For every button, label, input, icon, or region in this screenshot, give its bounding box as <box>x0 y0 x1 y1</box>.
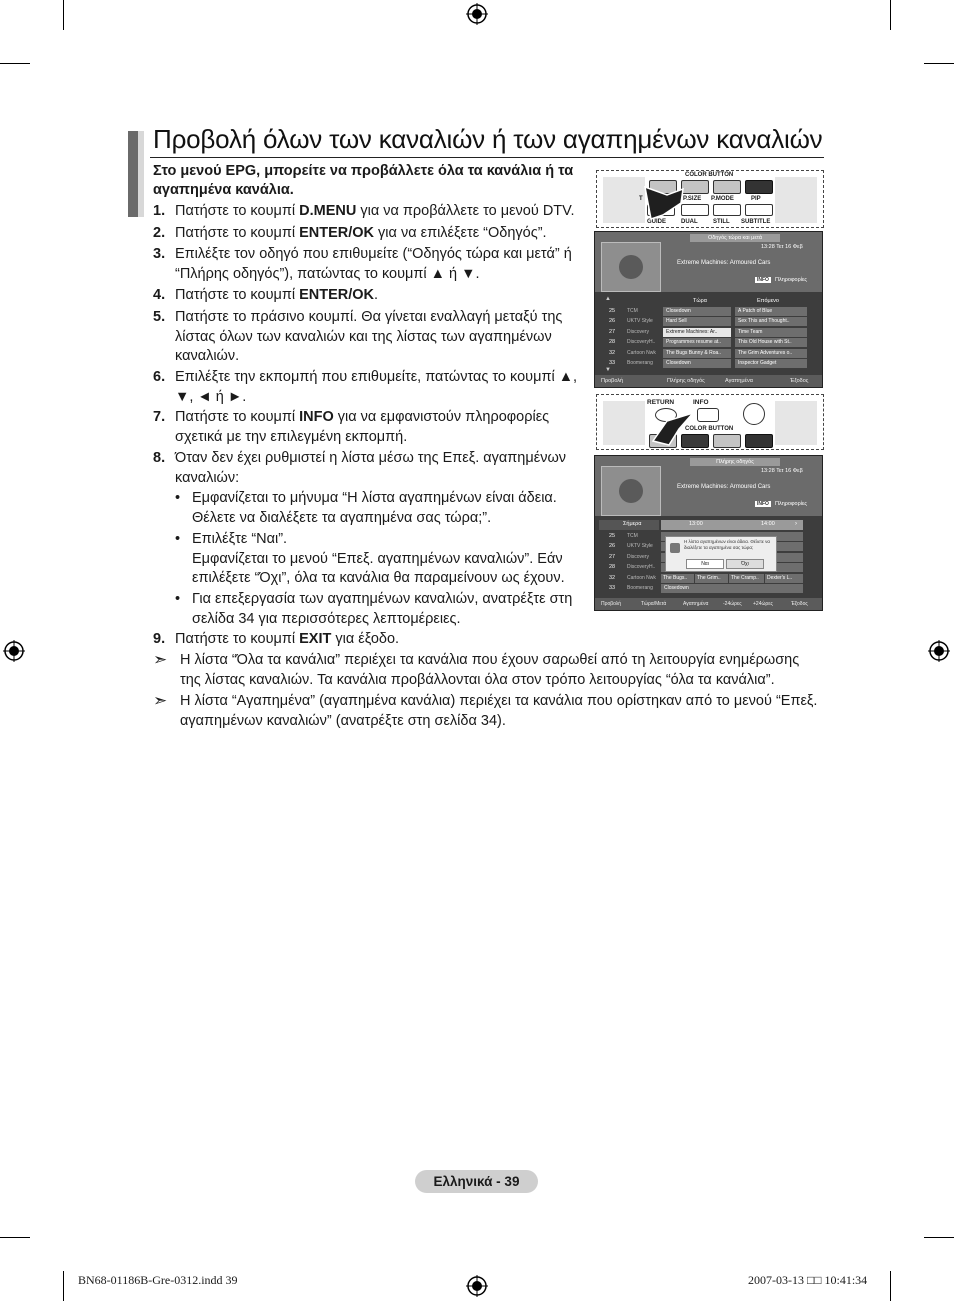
crop-mark <box>63 0 64 30</box>
table-row <box>599 317 809 327</box>
tv-footer: Προβολή Τώρα/Μετά Αγαπημένα -24ώρες +24ώρες Έξοδος <box>595 598 822 610</box>
program-cell: The Bugs.. <box>661 574 694 583</box>
scroll-down-icon: ▼ <box>605 367 611 373</box>
table-row <box>599 307 809 317</box>
yes-button[interactable]: Ναι <box>686 559 724 569</box>
channel-name: Cartoon Nwk <box>627 574 656 581</box>
program-cell: Dexter's L.. <box>765 574 803 583</box>
registration-mark-icon <box>928 640 950 662</box>
channel-name: TCM <box>627 308 638 314</box>
channel-name: DiscoveryH.. <box>627 564 656 571</box>
table-row <box>599 359 809 369</box>
favourites-dialog: Η λίστα αγαπημένων είναι άδεια. Θέλετε να διαλέξετε τα αγαπημένα σας τώρα; Ναι Όχι <box>665 536 777 572</box>
blue-button <box>745 180 773 194</box>
channel-name: UKTV Style <box>627 543 653 550</box>
channel-number: 32 <box>609 349 616 356</box>
crop-mark <box>924 63 954 64</box>
page-title: Προβολή όλων των καναλιών ή των αγαπημένων καναλιών <box>153 124 823 154</box>
title-divider <box>150 157 824 158</box>
print-timestamp: 2007-03-13 □□ 10:41:34 <box>748 1273 868 1287</box>
channel-number: 27 <box>609 553 616 560</box>
next-program: Time Team <box>735 328 807 337</box>
registration-mark-icon <box>3 640 25 662</box>
crop-mark <box>0 63 30 64</box>
channel-name: TCM <box>627 533 638 539</box>
anynet-button <box>743 403 765 425</box>
registration-mark-icon <box>466 3 488 25</box>
channel-name: Discovery <box>627 328 649 335</box>
warning-icon <box>670 543 680 553</box>
no-button[interactable]: Όχι <box>726 559 764 569</box>
arrow-icon: ➣ <box>153 691 168 710</box>
now-program: Extreme Machines: Ar.. <box>663 328 731 337</box>
now-program: Closedown <box>663 359 731 368</box>
channel-name: Cartoon Nwk <box>627 349 656 356</box>
channel-number: 26 <box>609 318 616 325</box>
next-program: Inspector Gadget <box>735 359 807 368</box>
table-row <box>599 574 809 584</box>
registration-mark-icon <box>466 1275 488 1297</box>
table-row <box>599 584 809 594</box>
channel-number: 33 <box>609 360 616 366</box>
channel-number: 26 <box>609 543 616 550</box>
now-program: The Bugs Bunny & Roa.. <box>663 349 731 358</box>
crop-mark <box>924 1237 954 1238</box>
crop-mark <box>890 0 891 30</box>
channel-number: 27 <box>609 328 616 335</box>
page-number-badge: Ελληνικά - 39 <box>415 1170 538 1193</box>
remote-illustration: RETURN INFO COLOR BUTTON <box>596 394 824 450</box>
blue-button <box>745 434 773 448</box>
channel-number: 25 <box>609 308 616 314</box>
tv-footer: Προβολή Πλήρης οδηγός Αγαπημένα Έξοδος <box>595 375 822 387</box>
channel-name: Discovery <box>627 553 649 560</box>
channel-number: 32 <box>609 574 616 581</box>
pointing-hand-icon <box>641 181 689 221</box>
next-program: A Patch of Blue <box>735 307 807 316</box>
intro-text: Στο μενού EPG, μπορείτε να προβάλλετε όλα τα κανάλια ή τα αγαπημένα κανάλια. <box>153 163 574 198</box>
print-slug: BN68-01186B-Gre-0312.indd 39 <box>78 1273 238 1287</box>
channel-number: 28 <box>609 564 616 571</box>
table-row <box>599 328 809 338</box>
now-program: Programmes resume at.. <box>663 338 731 347</box>
crop-mark <box>0 1237 30 1238</box>
program-cell: The Cramp.. <box>729 574 764 583</box>
table-row <box>599 338 809 348</box>
title-accent-bar <box>138 131 144 217</box>
yellow-button <box>713 180 741 194</box>
channel-number: 25 <box>609 533 616 539</box>
arrow-icon: ➣ <box>153 650 168 669</box>
info-button <box>697 408 719 422</box>
program-cell: Closedown <box>661 584 803 593</box>
tv-screen-now-next: Οδηγός τώρα και μετά 13:28 Τετ 16 Φεβ Extreme Machines: Armoured Cars INFO Πληροφορίες Τώρα Επόμενο ▲ 25 TCM Closedown A Patch of Blue 26 UKTV Style Hard Sell Sex This and Thought.. 27 Discovery Extreme Machines: Ar.. Time Team 28 DiscoveryH.. Programmes resume at.. This Old House with St.. 32 Cartoon Nwk The Bugs Bunny & Roa.. The Grim Adventures o.. 33 Boomerang Closedown Inspector Gadget ▼ Προβολή Πλήρης οδηγός Αγαπημένα Έξοδος <box>594 231 823 388</box>
channel-name: Boomerang <box>627 360 653 366</box>
scroll-up-icon: ▲ <box>605 296 611 302</box>
crop-mark <box>63 1271 64 1301</box>
next-program: Sex This and Thought.. <box>735 317 807 326</box>
now-program: Hard Sell <box>663 317 731 326</box>
table-row <box>599 349 809 359</box>
scroll-right-icon: › <box>795 521 797 527</box>
next-program: This Old House with St.. <box>735 338 807 347</box>
preview-thumbnail <box>601 466 661 516</box>
channel-name: Boomerang <box>627 585 653 591</box>
channel-name: UKTV Style <box>627 318 653 325</box>
remote-illustration: COLOR BUTTON T P.SIZE P.MODE PIP GUIDE DUAL STILL SUBTITLE <box>596 170 824 228</box>
pointing-hand-icon <box>649 407 699 447</box>
channel-number: 33 <box>609 585 616 591</box>
preview-thumbnail <box>601 242 661 292</box>
yellow-button <box>713 434 741 448</box>
channel-number: 28 <box>609 339 616 346</box>
program-cell: The Grim.. <box>695 574 728 583</box>
now-program: Closedown <box>663 307 731 316</box>
next-program: The Grim Adventures o.. <box>735 349 807 358</box>
channel-name: DiscoveryH.. <box>627 339 656 346</box>
crop-mark <box>890 1271 891 1301</box>
tv-screen-full-guide: Πλήρης οδηγός 13:28 Τετ 16 Φεβ Extreme Machines: Armoured Cars INFO Πληροφορίες Σήμερα 13:00 14:00 › 25 TCM 26 UKTV Style 27 Discovery 28 DiscoveryH.. 32 Cartoon Nwk The Bugs.. The Grim.. The Cramp.. Dexter's L.. 33 Boomerang Closedown Η λίστα αγαπημένων είναι άδεια. Θέλετε να διαλέξετε τα αγαπημένα σας τώρα; Ναι Όχι Προβολή Τώρα/Μετά Αγαπημένα -24ώρες +24ώρες Έξοδος <box>594 455 823 611</box>
